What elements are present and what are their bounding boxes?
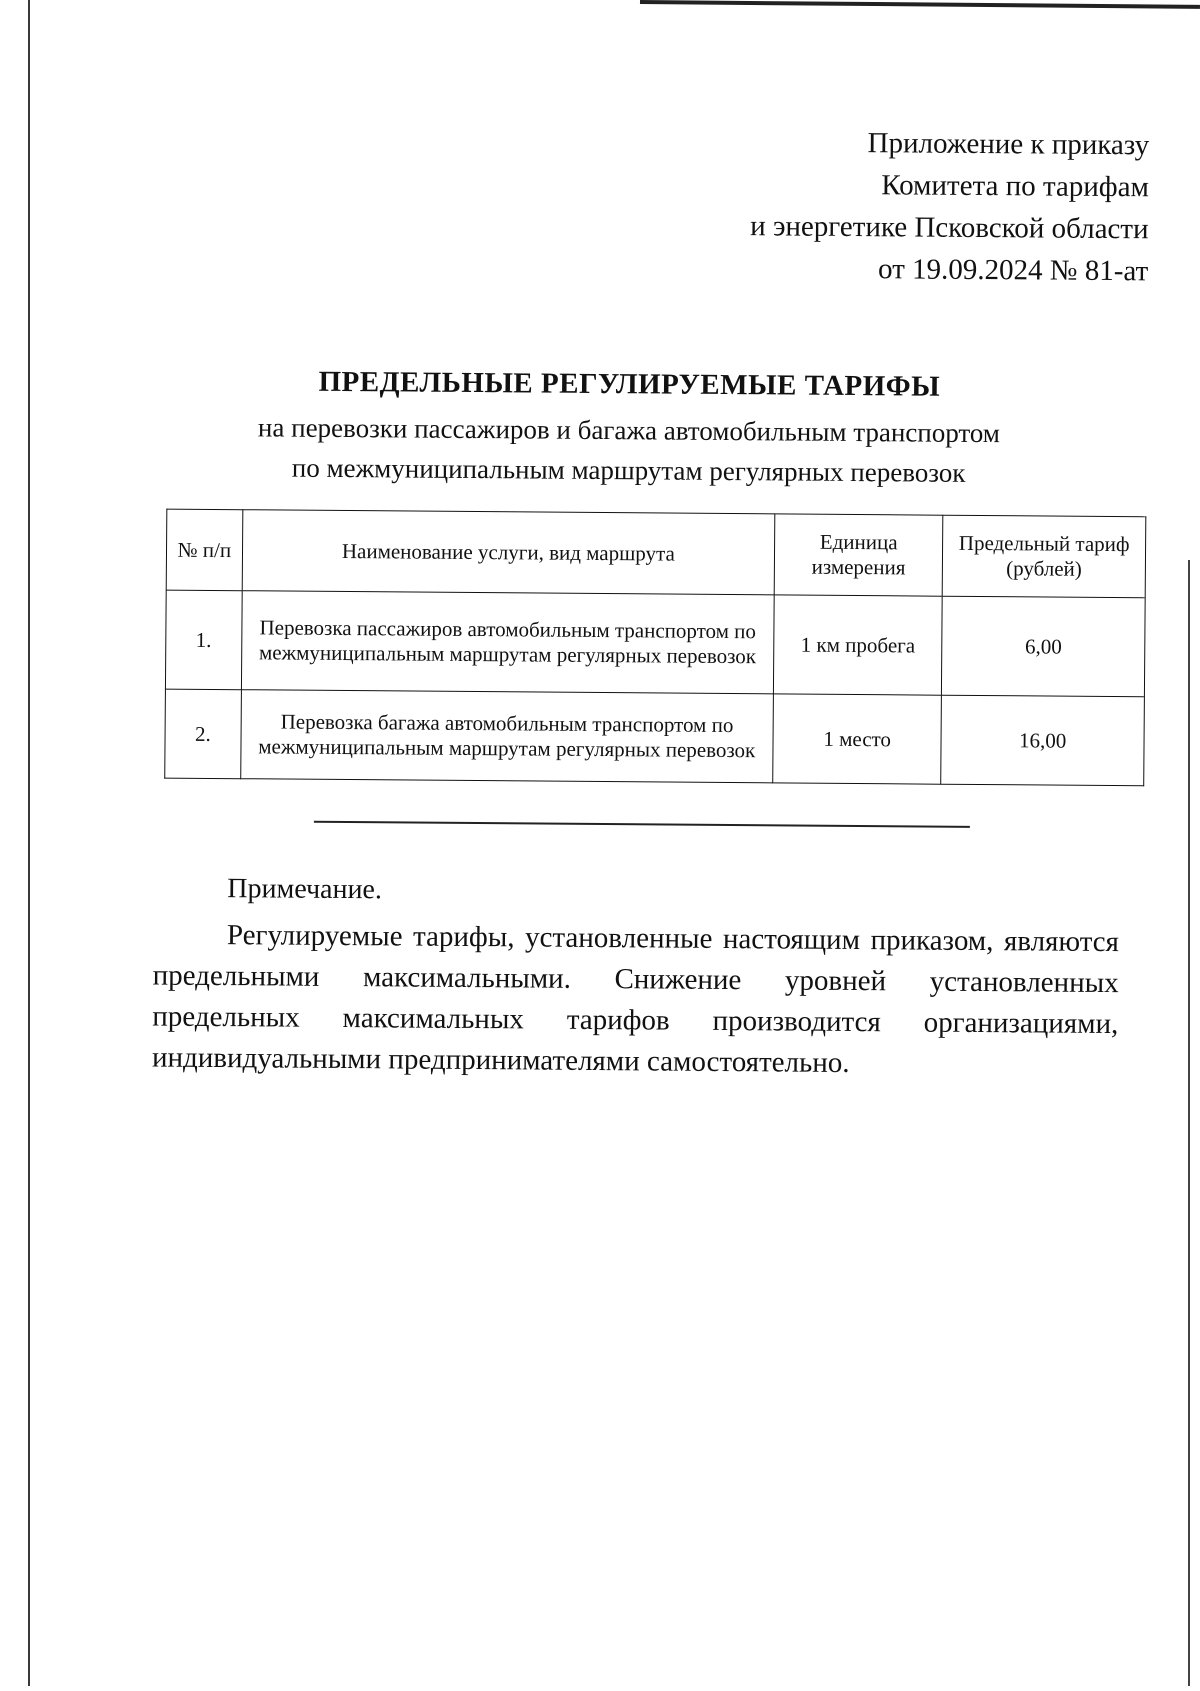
annex-line: от 19.09.2024 № 81-ат — [877, 253, 1149, 288]
cell-name: Перевозка пассажиров автомобильным транспортом по межмуниципальным маршрутам регулярных перевозок — [241, 591, 774, 694]
document-title: ПРЕДЕЛЬНЫЕ РЕГУЛИРУЕМЫЕ ТАРИФЫ — [318, 365, 941, 403]
note-text: Регулируемые тарифы, установленные настоящим приказом, являются предельными максимальными. Снижение уровней установленных предельных максимальных тарифов производится организациями, индивидуальными предпринимателями самостоятельно. — [151, 919, 1120, 1079]
annex-line: Комитета по тарифам — [881, 169, 1150, 204]
cell-rate: 6,00 — [942, 596, 1146, 697]
table-row — [165, 689, 1145, 786]
cell-unit: 1 км пробега — [773, 595, 942, 695]
table-row — [165, 590, 1145, 697]
separator-line — [314, 821, 970, 828]
cell-rate: 16,00 — [941, 695, 1144, 786]
table-header-row — [166, 509, 1146, 598]
header-no: № п/п — [166, 509, 242, 591]
annex-line: Приложение к приказу — [867, 127, 1150, 162]
cell-unit: 1 место — [773, 694, 942, 784]
tariff-table — [164, 509, 1146, 787]
header-rate: Предельный тариф (рублей) — [942, 515, 1145, 598]
header-name: Наименование услуги, вид маршрута — [242, 510, 775, 595]
header-unit: Единица измерения — [774, 514, 943, 596]
cell-name: Перевозка багажа автомобильным транспортом по межмуниципальным маршрутам регулярных перевозок — [240, 690, 773, 783]
note-title: Примечание. — [227, 873, 383, 906]
cell-no: 1. — [165, 590, 241, 690]
document-subtitle — [149, 406, 1110, 494]
subtitle-line: по межмуниципальным маршрутам регулярных перевозок — [291, 452, 966, 488]
cell-no: 2. — [165, 689, 241, 779]
annex-header — [548, 120, 1149, 293]
subtitle-line: на перевозки пассажиров и багажа автомобильным транспортом — [257, 412, 1001, 449]
annex-line: и энергетике Псковской области — [750, 210, 1149, 246]
